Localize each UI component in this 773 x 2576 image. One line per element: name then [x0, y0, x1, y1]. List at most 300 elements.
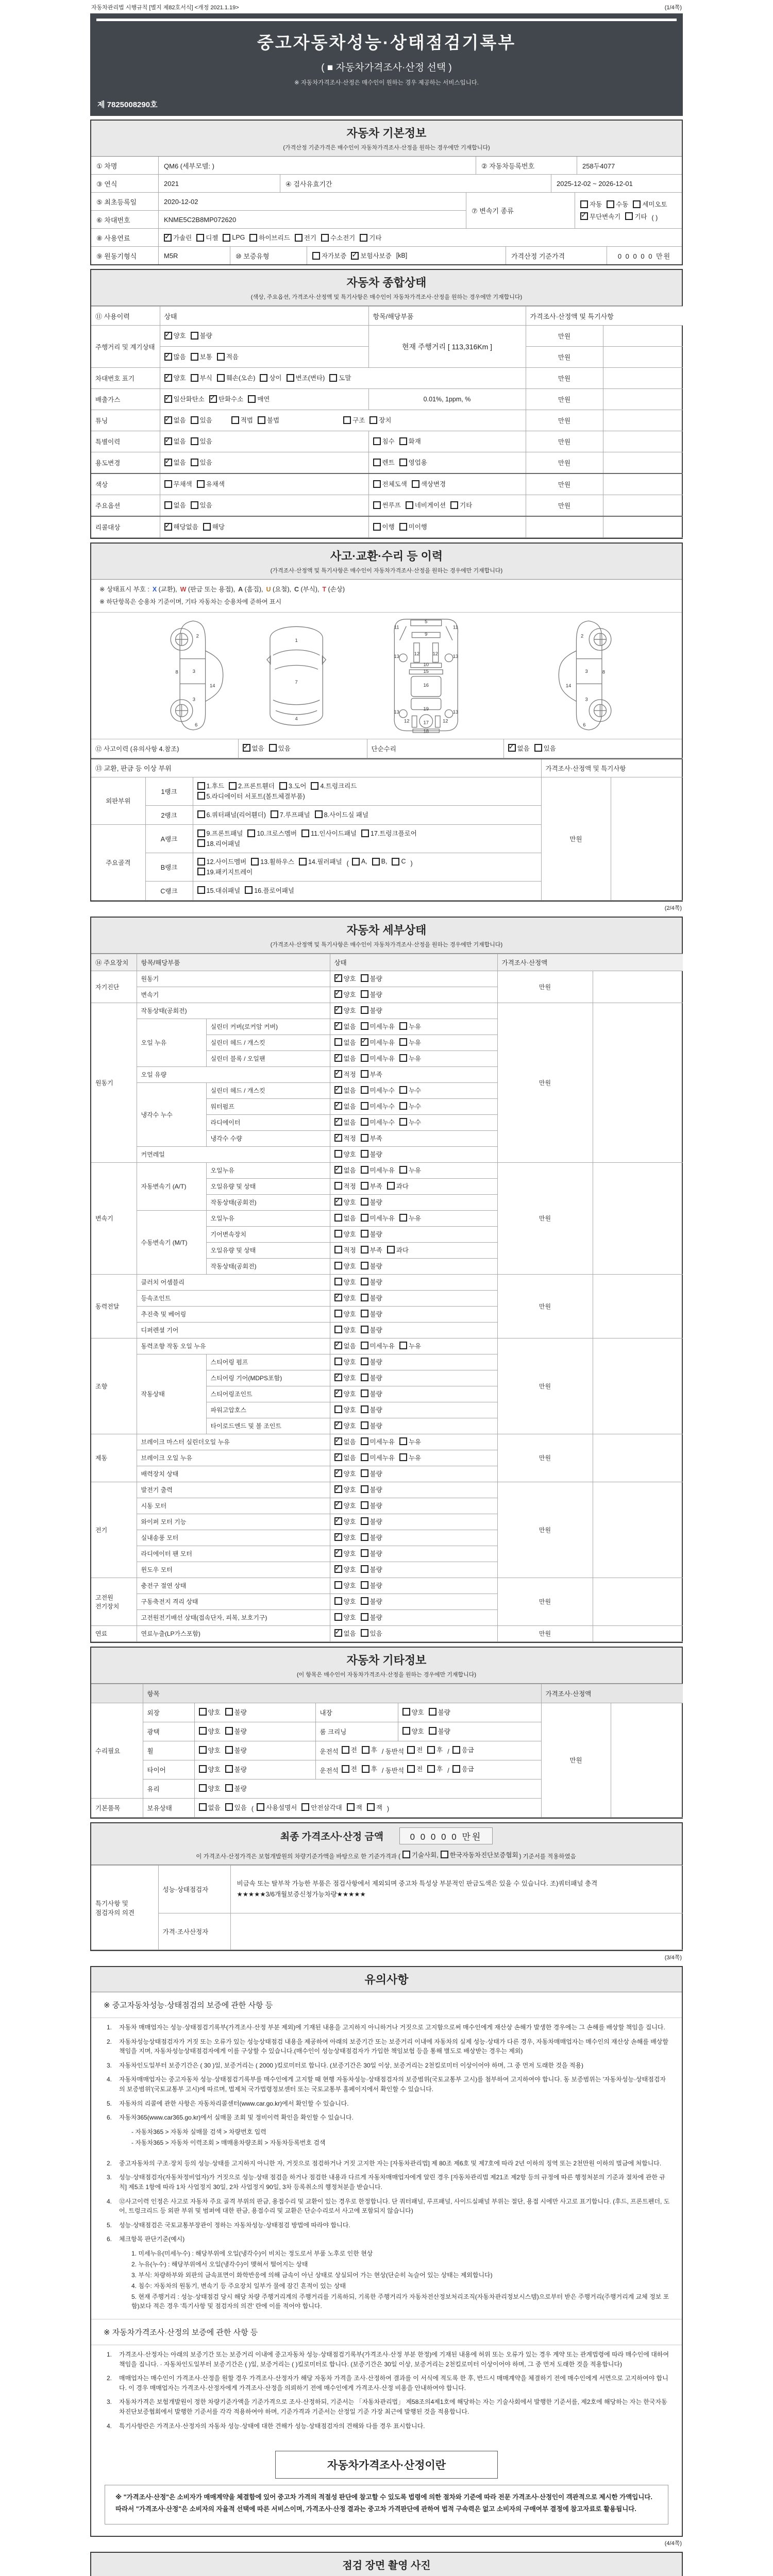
checkbox-양호[interactable] [334, 1277, 356, 1286]
checkbox-적정[interactable] [334, 1070, 356, 1079]
checkbox-탄화수소[interactable] [209, 394, 243, 403]
checkbox-적정[interactable] [334, 1181, 356, 1191]
checkbox-있음[interactable] [191, 500, 212, 510]
checkbox-없음[interactable] [334, 1022, 356, 1031]
checkbox-양호[interactable] [164, 331, 186, 340]
checkbox-과다[interactable] [387, 1245, 409, 1255]
checkbox-수소전기[interactable] [321, 233, 355, 242]
text: / [447, 1767, 449, 1774]
checkbox-미세누유[interactable] [361, 1022, 395, 1031]
checkbox-불량[interactable] [361, 1229, 382, 1239]
checkbox-디젤[interactable] [196, 233, 218, 242]
checkbox-양호[interactable] [334, 1565, 356, 1574]
checkbox-불량[interactable] [361, 1149, 382, 1159]
checkbox-유채색[interactable] [197, 479, 225, 488]
checkbox-16.플로어패널[interactable] [245, 886, 294, 895]
checkbox-보험사보증[interactable] [351, 251, 391, 260]
checkbox-구조[interactable] [343, 415, 365, 425]
checkbox-무단변속기[interactable] [580, 212, 620, 221]
header-note: ※ 자동차가격조사·산정은 매수인이 원하는 경우 제공하는 서비스입니다. [294, 80, 479, 86]
checkbox-보통[interactable] [191, 352, 212, 361]
checkbox-box [217, 353, 225, 361]
checkbox-양호[interactable] [334, 1533, 356, 1542]
checkbox-box [334, 1549, 342, 1557]
checkbox-많음[interactable] [164, 352, 186, 361]
checkbox-이행[interactable] [373, 522, 395, 531]
checkbox-불량[interactable] [361, 1309, 382, 1318]
checkbox-box [361, 1294, 368, 1301]
checkbox-화재[interactable] [399, 436, 421, 446]
checkbox-불량[interactable] [361, 1485, 382, 1494]
checkbox-없음[interactable] [334, 1101, 356, 1111]
checkbox-label: 양호 [343, 1294, 356, 1302]
checkbox-없음[interactable] [334, 1054, 356, 1063]
checkbox-9.프론트패널[interactable] [197, 828, 243, 838]
checkbox-14.필러패널[interactable] [299, 857, 342, 866]
checkbox-C[interactable] [392, 858, 406, 866]
checkbox-응급[interactable] [452, 1745, 474, 1754]
checkbox-누유[interactable] [399, 1453, 421, 1462]
checkbox-렌트[interactable] [373, 457, 395, 467]
checkbox-label: 양호 [343, 1262, 356, 1270]
checkbox-label: 있음 [543, 744, 556, 752]
checkbox-box [427, 1765, 435, 1773]
checkbox-box [191, 332, 198, 340]
checkbox-후[interactable] [362, 1764, 377, 1773]
checkbox-도말[interactable] [329, 373, 351, 382]
checkbox-box [334, 1022, 342, 1030]
checkbox-양호[interactable] [334, 1293, 356, 1302]
checkbox-없음[interactable] [334, 1437, 356, 1446]
checkbox-양호[interactable] [402, 1707, 424, 1717]
section-overall-head [91, 270, 682, 306]
checkbox-해당없음[interactable] [164, 522, 198, 531]
checkbox-8.사이드실 패널[interactable] [315, 810, 368, 819]
text: 운전석 [320, 1748, 339, 1755]
checkbox-장치[interactable] [369, 415, 391, 425]
checkbox-기타[interactable] [450, 500, 472, 510]
section-etc-info [90, 1647, 683, 1819]
checkbox-없음[interactable] [334, 1341, 356, 1350]
checkbox-침수[interactable] [373, 436, 395, 446]
checkbox-label: 이행 [382, 523, 395, 531]
checkbox-양호[interactable] [334, 1261, 356, 1270]
checkbox-누유[interactable] [399, 1038, 421, 1047]
checkbox-있음[interactable] [225, 1803, 247, 1812]
checkbox-label: 3.도어 [288, 783, 307, 790]
checkbox-box [361, 1629, 368, 1637]
checkbox-적음[interactable] [217, 352, 239, 361]
checkbox-불량[interactable] [361, 1293, 382, 1302]
checkbox-양호[interactable] [334, 1325, 356, 1334]
checkbox-box [197, 782, 205, 790]
checkbox-없음[interactable] [243, 743, 264, 753]
checkbox-없음[interactable] [508, 743, 530, 753]
checkbox-양호[interactable] [334, 1309, 356, 1318]
detail-row [91, 1003, 683, 1019]
checkbox-불량[interactable] [225, 1707, 247, 1717]
checkbox-1.후드[interactable] [197, 781, 225, 790]
checkbox-LPG[interactable] [223, 234, 245, 242]
checkbox-없음[interactable] [164, 415, 186, 425]
checkbox-box [301, 829, 309, 837]
checkbox-양호[interactable] [199, 1707, 221, 1717]
checkbox-양호[interactable] [199, 1745, 221, 1755]
checkbox-있음[interactable] [191, 415, 212, 425]
checkbox-양호[interactable] [334, 1581, 356, 1590]
document-title: 중고자동차성능·상태점검기록부 [257, 33, 516, 52]
checkbox-양호[interactable] [334, 1405, 356, 1414]
checkbox-box [334, 1533, 342, 1541]
checkbox-불량[interactable] [361, 1613, 382, 1622]
checkbox-불량[interactable] [361, 1277, 382, 1286]
checkbox-불량[interactable] [225, 1784, 247, 1793]
checkbox-네비게이션[interactable] [406, 500, 446, 510]
checkbox-18.리어패널[interactable] [197, 839, 241, 848]
checkbox-전기[interactable] [295, 233, 316, 242]
checkbox-17.트렁크플로어[interactable] [361, 828, 417, 838]
checkbox-없음[interactable] [164, 436, 186, 446]
checkbox-없음[interactable] [164, 500, 186, 510]
checkbox-누유[interactable] [399, 1213, 421, 1223]
price-cell: 만원 [541, 777, 611, 900]
checkbox-잭[interactable] [367, 1803, 382, 1812]
checkbox-양호[interactable] [334, 1197, 356, 1207]
checkbox-box [258, 416, 265, 424]
checkbox-양호[interactable] [334, 1357, 356, 1366]
checkbox-없음[interactable] [199, 1803, 221, 1812]
checkbox-box [361, 1022, 368, 1030]
checkbox-잭[interactable] [347, 1803, 362, 1812]
checkbox-부족[interactable] [361, 1245, 382, 1255]
checkbox-불량[interactable] [225, 1765, 247, 1774]
checkbox-후[interactable] [362, 1745, 377, 1754]
checkbox-미세누유[interactable] [361, 1453, 395, 1462]
field-label: ⑥ 차대번호 [96, 216, 130, 224]
checkbox-양호[interactable] [334, 1229, 356, 1239]
checkbox-label: 없음 [343, 1454, 356, 1462]
checkbox-썬루프[interactable] [373, 500, 401, 510]
checkbox-label: 19.패키지트레이 [206, 868, 253, 876]
checkbox-box [243, 744, 250, 752]
checkbox-7.루프패널[interactable] [271, 810, 310, 819]
checkbox-box [312, 252, 320, 260]
checkbox-부식[interactable] [191, 373, 212, 382]
checkbox-box [251, 858, 259, 866]
checkbox-과다[interactable] [387, 1181, 409, 1191]
checkbox-누유[interactable] [399, 1165, 421, 1175]
checkbox-해당[interactable] [203, 522, 225, 531]
checkbox-10.크로스멤버[interactable] [247, 828, 297, 838]
checkbox-양호[interactable] [334, 1517, 356, 1526]
notice-item: 4. 특기사항란은 가격조사·산정자의 자동차 성능·상태에 대한 견해가 성능·상태점검자의 견해와 다를 경우 표시합니다. [107, 2422, 425, 2430]
checkbox-불량[interactable] [361, 1501, 382, 1510]
cell: 수동변속기 (M/T) [137, 1210, 206, 1274]
checkbox-3.도어[interactable] [279, 781, 307, 790]
checkbox-box [361, 1086, 368, 1094]
checkbox-전[interactable] [342, 1764, 357, 1773]
checkbox-전[interactable] [407, 1764, 423, 1773]
section-accident-history [90, 543, 683, 902]
checkbox-불량[interactable] [361, 1389, 382, 1398]
checkbox-13.휠하우스[interactable] [251, 857, 294, 866]
checkbox-불량[interactable] [361, 1549, 382, 1558]
checkbox-일산화탄소[interactable] [164, 394, 205, 403]
checkbox-불량[interactable] [361, 1597, 382, 1606]
checkbox-없음[interactable] [334, 1213, 356, 1223]
checkbox-label: 미세누유 [369, 1039, 395, 1046]
checkbox-label: 없음 [173, 417, 186, 425]
checkbox-불량[interactable] [429, 1726, 450, 1736]
checkbox-box [399, 1453, 407, 1461]
checkbox-기타[interactable] [625, 212, 647, 221]
row-mileage [91, 326, 683, 347]
checkbox-후[interactable] [427, 1745, 443, 1754]
checkbox-box [361, 1118, 368, 1126]
checkbox-누유[interactable] [399, 1022, 421, 1031]
checkbox-누유[interactable] [399, 1437, 421, 1446]
item-label: 타이어 [143, 1760, 194, 1779]
svg-text:16: 16 [423, 682, 429, 688]
checkbox-불량[interactable] [361, 1261, 382, 1270]
checkbox-훼손(오손)[interactable] [217, 373, 256, 382]
checkbox-가솔린[interactable] [164, 233, 192, 242]
checkbox-있음[interactable] [269, 743, 291, 753]
checkbox-양호[interactable] [334, 1149, 356, 1159]
checkbox-자가보증[interactable] [312, 251, 346, 260]
checkbox-없음[interactable] [334, 1165, 356, 1175]
blank-cell [603, 495, 683, 517]
notice-heading: ※ 자동차가격조사·산정의 보증에 관한 사항 등 [91, 2319, 682, 2345]
checkbox-box [361, 1485, 368, 1493]
checkbox-없음[interactable] [334, 1453, 356, 1462]
mileage-amount-checks [160, 347, 368, 368]
checkbox-box [197, 480, 205, 488]
checkbox-하이브리드[interactable] [249, 233, 290, 242]
checkbox-양호[interactable] [334, 1597, 356, 1606]
checkbox-양호[interactable] [334, 1469, 356, 1478]
checkbox-label: 미세누유 [369, 1342, 395, 1350]
checkbox-부족[interactable] [361, 1133, 382, 1143]
notice-heading: ※ 중고자동차성능·상태점검의 보증에 관한 사항 등 [91, 1992, 682, 2018]
cell: 라디에이터 팬 모터 [137, 1546, 330, 1562]
checkbox-label: 8.사이드실 패널 [324, 811, 368, 819]
checkbox-미세누유[interactable] [361, 1213, 395, 1223]
cell: 오일유량 및 상태 [206, 1178, 330, 1194]
checkbox-양호[interactable] [334, 1421, 356, 1430]
checkbox-불량[interactable] [361, 1405, 382, 1414]
checkbox-한국자동차진단보증협회[interactable] [441, 1850, 518, 1859]
checkbox-불법[interactable] [258, 415, 279, 425]
checkbox-양호[interactable] [164, 373, 186, 382]
checkbox-양호[interactable] [334, 974, 356, 983]
checkbox-불량[interactable] [361, 1517, 382, 1526]
checkbox-무채색[interactable] [164, 479, 192, 488]
checkbox-label: 양호 [208, 1708, 221, 1716]
checkbox-부족[interactable] [361, 1181, 382, 1191]
checkbox-적법[interactable] [231, 415, 253, 425]
checkbox-불량[interactable] [361, 1421, 382, 1430]
checkbox-양호[interactable] [402, 1726, 424, 1736]
checkbox-불량[interactable] [361, 1197, 382, 1207]
checkbox-label: 적음 [226, 353, 239, 361]
checkbox-적정[interactable] [334, 1133, 356, 1143]
checkbox-불량[interactable] [361, 974, 382, 983]
svg-text:13: 13 [452, 653, 459, 659]
cell [330, 1370, 497, 1386]
checkbox-label: 5.라디에이터 서포트(볼트체결부품) [206, 792, 305, 800]
checkbox-box [334, 1437, 342, 1445]
cell: 타이로드엔드 및 볼 조인트 [206, 1418, 330, 1434]
cell: 충전구 절연 상태 [137, 1578, 330, 1594]
checkbox-box [361, 1342, 368, 1349]
checkbox-없음[interactable] [334, 1086, 356, 1095]
checkbox-불량[interactable] [429, 1707, 450, 1717]
checkbox-미세누유[interactable] [361, 1341, 395, 1350]
checkbox-label: 불량 [369, 1518, 382, 1526]
checkbox-불량[interactable] [361, 1581, 382, 1590]
checkbox-누수[interactable] [399, 1101, 421, 1111]
checkbox-있음[interactable] [191, 436, 212, 446]
checkbox-적정[interactable] [334, 1245, 356, 1255]
checkbox-4.트렁크리드[interactable] [311, 781, 357, 790]
checkbox-기타[interactable] [360, 233, 381, 242]
checkbox-미세누유[interactable] [361, 1437, 395, 1446]
checkbox-양호[interactable] [334, 1549, 356, 1558]
checkbox-label: 구조 [352, 417, 365, 425]
checkbox-양호[interactable] [334, 1485, 356, 1494]
checkbox-부족[interactable] [361, 1070, 382, 1079]
checkbox-미세누수[interactable] [361, 1086, 395, 1095]
checkbox-box [334, 1294, 342, 1301]
row-label: 리콜대상 [91, 516, 160, 538]
notice-subitem: 1. 미세누유(미세누수) : 해당부위에 오일(냉각수)이 비치는 정도로서 부품 노후로 인한 현상 [131, 2249, 373, 2257]
checkbox-자동[interactable] [580, 199, 602, 209]
checkbox-있음[interactable] [191, 457, 212, 467]
checkbox-색상변경[interactable] [412, 479, 446, 488]
checkbox-label: 많음 [173, 353, 186, 361]
checkbox-양호[interactable] [334, 1389, 356, 1398]
checkbox-누수[interactable] [399, 1117, 421, 1127]
checkbox-있음[interactable] [534, 743, 556, 753]
checkbox-상이[interactable] [260, 373, 281, 382]
checkbox-없음[interactable] [334, 1629, 356, 1638]
checkbox-있음[interactable] [361, 1629, 382, 1638]
checkbox-A,[interactable] [352, 858, 367, 866]
checkbox-안전삼각대[interactable] [301, 1803, 342, 1812]
color-items [368, 473, 526, 495]
checkbox-B,[interactable] [372, 858, 388, 866]
checkbox-불량[interactable] [361, 1533, 382, 1542]
checkbox-불량[interactable] [225, 1726, 247, 1736]
checkbox-불량[interactable] [361, 1469, 382, 1478]
checkbox-label: 있음 [199, 502, 212, 510]
checkbox-전[interactable] [342, 1745, 357, 1754]
checkbox-세미오토[interactable] [633, 199, 667, 209]
checkbox-15.대쉬패널[interactable] [197, 886, 241, 895]
checkbox-양호[interactable] [334, 1006, 356, 1015]
checkbox-미이행[interactable] [399, 522, 427, 531]
checkbox-box [361, 1038, 368, 1046]
checkbox-불량[interactable] [361, 990, 382, 999]
checkbox-불량[interactable] [361, 1565, 382, 1574]
checkbox-불량[interactable] [361, 1006, 382, 1015]
checkbox-미세누유[interactable] [361, 1038, 395, 1047]
checkbox-불량[interactable] [191, 331, 212, 340]
checkbox-box [197, 839, 205, 847]
checkbox-후[interactable] [427, 1764, 443, 1773]
checkbox-label: 누수 [408, 1118, 422, 1126]
checkbox-12.사이드멤버[interactable] [197, 857, 247, 866]
checkbox-영업용[interactable] [399, 457, 427, 467]
checkbox-양호[interactable] [199, 1784, 221, 1793]
diagram-panel-numbers [176, 619, 605, 734]
checkbox-기술사회,[interactable] [402, 1850, 439, 1859]
checkbox-양호[interactable] [199, 1765, 221, 1774]
checkbox-양호[interactable] [199, 1726, 221, 1736]
checkbox-양호[interactable] [334, 1613, 356, 1622]
checkbox-label: 있음 [234, 1804, 247, 1811]
checkbox-box [429, 1727, 436, 1735]
cell: 실린더 블록 / 오일팬 [206, 1050, 330, 1066]
checkbox-불량[interactable] [361, 1373, 382, 1382]
checkbox-불량[interactable] [225, 1745, 247, 1755]
field-label: ⑤ 최초등록일 [96, 198, 137, 206]
checkbox-2.프론트휀더[interactable] [229, 781, 275, 790]
checkbox-미세누유[interactable] [361, 1165, 395, 1175]
cell [593, 1274, 683, 1338]
checkbox-수동[interactable] [607, 199, 628, 209]
checkbox-불량[interactable] [361, 1325, 382, 1334]
checkbox-양호[interactable] [334, 990, 356, 999]
checkbox-없음[interactable] [164, 457, 186, 467]
checkbox-미세누수[interactable] [361, 1117, 395, 1127]
checkbox-box [329, 374, 337, 382]
row-vin-mark [91, 368, 683, 389]
cell [330, 1210, 497, 1226]
checkbox-label: 안전삼각대 [311, 1804, 342, 1811]
checkbox-누수[interactable] [399, 1086, 421, 1095]
checkbox-box [191, 353, 198, 361]
checkbox-응급[interactable] [452, 1764, 474, 1773]
checkbox-매연[interactable] [248, 394, 270, 403]
checkbox-누유[interactable] [399, 1341, 421, 1350]
checkbox-box [362, 1746, 369, 1754]
checkbox-11.인사이드패널[interactable] [301, 828, 357, 838]
row-label: 색상 [91, 473, 160, 495]
checkbox-없음[interactable] [334, 1038, 356, 1047]
checkbox-양호[interactable] [334, 1501, 356, 1510]
checkbox-불량[interactable] [361, 1357, 382, 1366]
checkbox-5.라디에이터 서포트(볼트체결부품)[interactable] [197, 791, 305, 801]
cell: 변속기 [137, 987, 330, 1003]
checkbox-19.패키지트레이[interactable] [197, 867, 253, 876]
checkbox-미세누유[interactable] [361, 1054, 395, 1063]
checkbox-사용설명서[interactable] [257, 1803, 297, 1812]
checkbox-전[interactable] [407, 1745, 423, 1754]
checkbox-미세누수[interactable] [361, 1101, 395, 1111]
checkbox-누유[interactable] [399, 1054, 421, 1063]
checkbox-6.쿼터패널(리어휀더)[interactable] [197, 810, 266, 819]
cell: 시동 모터 [137, 1498, 330, 1514]
checkbox-양호[interactable] [334, 1373, 356, 1382]
notice-item: 4. ⑫사고이력 인정은 사고로 자동차 주요 골격 부위의 판금, 용접수리 및 교환이 있는 경우로 한정합니다. 단 쿼터패널, 루프패널, 사이드실패널 부위는 절단, 용접 시에만 사고로 표기합니다. (후드, 프론트펜더, 도어, 트렁크리드 등 외판 부위 및 범퍼에 대한 판금, 용접수리 및 교환은 단순수리로서 사고에 포함되지 않습니다) [107, 2197, 670, 2215]
checkbox-box [352, 858, 360, 866]
checkbox-변조(변타)[interactable] [287, 373, 325, 382]
checkbox-없음[interactable] [334, 1117, 356, 1127]
checkbox-전체도색[interactable] [373, 479, 407, 488]
price-survey-box-title: 자동차가격조사·산정이란 [275, 2451, 498, 2479]
